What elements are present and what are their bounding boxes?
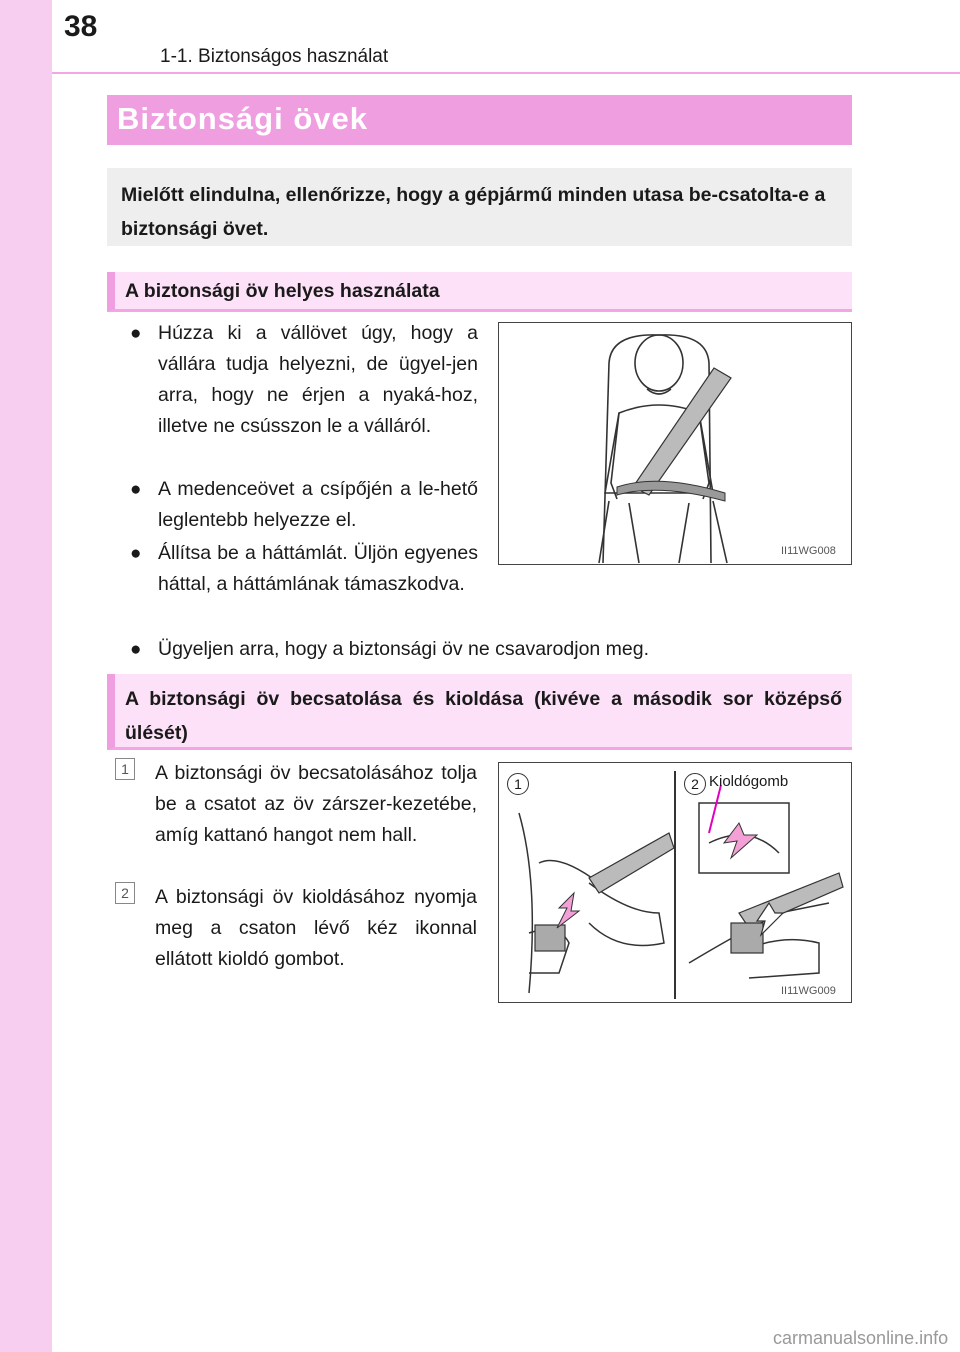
intro-box <box>107 168 852 246</box>
step-number: 1 <box>115 758 135 780</box>
section2-heading: A biztonsági öv becsatolása és kioldása (kivéve a második sor középső ülését) <box>125 688 842 744</box>
bullet-text: A medenceövet a csípőjén a le-hető leglentebb helyezze el. <box>158 478 478 531</box>
seated-person-illustration <box>499 323 853 566</box>
intro-text: Mielőtt elindulna, ellenőrizze, hogy a gépjármű minden utasa be-csatolta-e a biztonsági övet. <box>121 184 826 240</box>
step-text: A biztonsági öv becsatolásához tolja be a csatot az öv zárszer-kezetébe, amíg kattanó hangot nem hall. <box>155 762 477 846</box>
figure-marker-1: 1 <box>507 773 529 795</box>
page-title-band <box>107 95 852 145</box>
figure-code: II11WG008 <box>781 545 836 557</box>
figure-buckle-release <box>498 762 852 1003</box>
page-number: 38 <box>64 10 98 43</box>
page-margin-bar <box>0 0 52 1352</box>
bullet-dot: ● <box>130 323 142 344</box>
bullet-dot: ● <box>130 639 142 660</box>
figure-marker-2: 2 <box>684 773 706 795</box>
step-item <box>121 882 477 975</box>
section2-heading-band <box>107 674 852 750</box>
bullet-text: Ügyeljen arra, hogy a biztonsági öv ne csavarodjon meg. <box>158 638 650 660</box>
page-title: Biztonsági övek <box>117 101 368 136</box>
release-button-label: Kioldógomb <box>709 773 789 790</box>
step-item <box>121 758 477 851</box>
step-number: 2 <box>115 882 135 904</box>
section1-heading: A biztonsági öv helyes használata <box>125 280 440 302</box>
buckle-illustration <box>499 763 853 1004</box>
step-text: A biztonsági öv kioldásához nyomja meg a csaton lévő kéz ikonnal ellátott kioldó gombot. <box>155 886 477 970</box>
running-head: 1-1. Biztonságos használat <box>160 46 389 67</box>
figure-seated-belt <box>498 322 852 565</box>
bullet-text: Húzza ki a vállövet úgy, hogy a vállára tudja helyezni, de ügyel-jen arra, hogy ne érjen a nyaká-hoz, illetve ne csússzon le a válláról. <box>158 322 478 437</box>
header-rule <box>52 72 960 74</box>
watermark: carmanualsonline.info <box>773 1328 949 1348</box>
section1-heading-band <box>107 272 852 312</box>
figure-code: II11WG009 <box>781 985 836 997</box>
bullet-dot: ● <box>130 479 142 500</box>
bullet-text: Állítsa be a háttámlát. Üljön egyenes háttal, a háttámlának támaszkodva. <box>158 542 478 595</box>
bullet-dot: ● <box>130 543 142 564</box>
